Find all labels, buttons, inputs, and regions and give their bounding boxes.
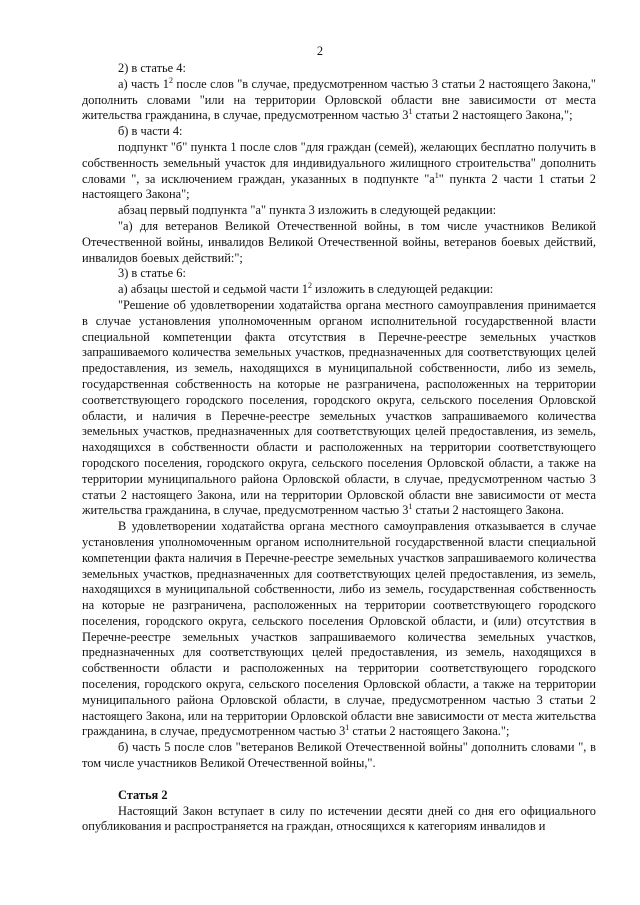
document-body — [82, 61, 596, 835]
paragraph-article6-intro: 3) в статье 6: — [118, 266, 186, 281]
paragraph-part-4-intro: б) в части 4: — [118, 124, 183, 139]
paragraph-decision-approve: "Решение об удовлетворении ходатайства органа местного самоуправления принимается в случае установления уполномоченным органом исполнительной государственной власти специальной компетенции факта отсутствия в Перечне-реестре земельных участков запрашиваемого количества земельных участков, предназначенных для соответствующих целей предоставления, из земель, находящихся в муниципальной собственности, либо из земель, государственная собственность на которые не разграничена, расположенных на территории соответствующего городского поселения, городского округа, сельского поселения Орловской области, и наличия в Перечне-реестре земельных участков запрашиваемого количества земельных участков, предназначенных для соответствующих целей предоставления, из земель, находящихся в собственности области и расположенных на территории соответствующего городского поселения, городского округа, сельского поселения Орловской области, а также на территории муниципального района Орловской области, в случае, предусмотренном частью 3 статьи 2 настоящего Закона, или на территории Орловской области вне зависимости от места жительства гражданина, в случае, предусмотренном частью $3^1$ статьи 2 настоящего Закона. — [82, 297, 596, 518]
page-number: 2 — [316, 44, 324, 58]
paragraph-part-1-2: а) часть $1^2$ после слов "в случае, предусмотренном частью 3 статьи 2 настоящего Закона," дополнить словами "или на территории Орловской области вне зависимости от места жительства гражданина, в случае, предусмотренном частью $3^1$ статьи 2 настоящего Закона,"; — [82, 75, 596, 123]
paragraph-part-5: б) часть 5 после слов "ветеранов Великой Отечественной войны" дополнить словами ", в том числе участников Великой Отечественной войны,". — [82, 740, 596, 771]
section-spacer — [82, 772, 596, 788]
paragraph-article4-intro: 2) в статье 4: — [118, 61, 186, 75]
paragraph-subpoint-a-intro: абзац первый подпункта "а" пункта 3 изложить в следующей редакции: — [118, 203, 497, 218]
paragraph-decision-refuse: В удовлетворении ходатайства органа местного самоуправления отказывается в случае установления уполномоченным органом исполнительной государственной власти специальной компетенции факта наличия в Перечне-реестре земельных участков запрашиваемого количества земельных участков, предназначенных для соответствующих целей предоставления, из земель, находящихся в муниципальной собственности, либо из земель, государственная собственность на которые не разграничена, расположенных на территории соответствующего городского поселения, городского округа, сельского поселения Орловской области, и (или) отсутствия в Перечне-реестре земельных участков запрашиваемого количества земельных участков, предназначенных для соответствующих целей предоставления, из земель, находящихся в собственности области и расположенных на территории соответствующего городского поселения, городского округа, сельского поселения Орловской области, а также на территории муниципального района Орловской области, в случае, предусмотренном частью 3 статьи 2 настоящего Закона, или на территории Орловской области вне зависимости от места жительства гражданина, в случае, предусмотренном частью $3^1$ статьи 2 настоящего Закона."; — [82, 519, 596, 739]
paragraph-part-1-2-new: а) абзацы шестой и седьмой части $1^2$ изложить в следующей редакции: — [118, 281, 494, 297]
paragraph-subpoint-a-text: "а) для ветеранов Великой Отечественной войны, в том числе участников Великой Отечественной войны, инвалидов Великой Отечественной войны, ветеранов боевых действий, инвалидов боевых действий:"; — [82, 218, 596, 265]
article-heading: Статья 2 — [118, 787, 168, 802]
paragraph-subpoint-b: подпункт "б" пункта 1 после слов "для граждан (семей), желающих бесплатно получить в собственность земельный участок для индивидуального жилищного строительства" дополнить словами ", за исключением граждан, указанных в подпункте "$а^1$" пункта 2 части 1 статьи 2 настоящего Закона"; — [82, 139, 596, 202]
article-2-text: Настоящий Закон вступает в силу по истечении десяти дней со дня его официального опубликования и распространяется на граждан, относящихся к категориям инвалидов и — [82, 803, 596, 834]
